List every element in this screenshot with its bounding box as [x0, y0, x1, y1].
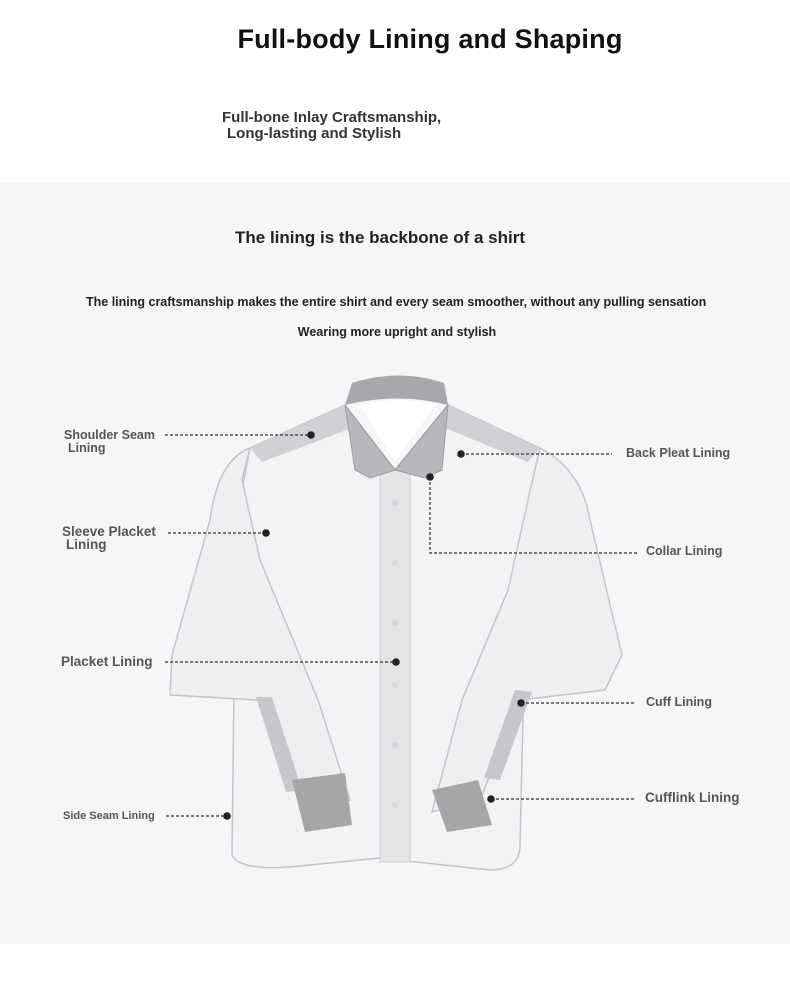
callout-back-pleat-lining: Back Pleat Lining [626, 446, 731, 460]
callout-side-seam-lining: Side Seam Lining [63, 810, 155, 822]
section-description-1: The lining craftsmanship makes the entire shirt and every seam smoother, without any pulling sensation [86, 295, 707, 309]
shirt-button [392, 742, 398, 748]
callout-shoulder-seam-lining [64, 429, 155, 455]
callout-sleeve-line-1: Sleeve Placket [62, 524, 156, 539]
callout-sleeve-placket-lining [62, 525, 156, 551]
callout-placket-lining: Placket Lining [61, 654, 153, 669]
callout-dot-sleeve-placket [262, 529, 270, 537]
callout-dot-placket [392, 658, 400, 666]
shirt-button [392, 802, 398, 808]
callout-cufflink-lining: Cufflink Lining [645, 790, 740, 805]
page-title: Full-body Lining and Shaping [237, 24, 623, 54]
shirt-button [392, 682, 398, 688]
callout-sleeve-line-2: Lining [66, 537, 107, 552]
section-heading: The lining is the backbone of a shirt [235, 228, 525, 247]
subtitle-line-2: Long-lasting and Stylish [227, 125, 402, 142]
callout-dot-shoulder [307, 431, 315, 439]
callout-shoulder-line-2: Lining [68, 441, 106, 455]
callout-shoulder-line-1: Shoulder Seam [64, 428, 155, 442]
shirt-button [392, 620, 398, 626]
shirt-button [392, 560, 398, 566]
shirt-drawing [170, 376, 622, 871]
shirt-button [392, 500, 398, 506]
callout-dot-side-seam [223, 812, 231, 820]
subtitle-line-1: Full-bone Inlay Craftsmanship, [222, 109, 442, 126]
callout-cuff-lining: Cuff Lining [646, 695, 712, 709]
callout-dot-cuff [517, 699, 525, 707]
callout-dot-back-pleat [457, 450, 465, 458]
callout-dot-collar [426, 473, 434, 481]
callout-collar-lining: Collar Lining [646, 544, 723, 558]
section-description-2: Wearing more upright and stylish [297, 325, 497, 339]
callout-dot-cufflink [487, 795, 495, 803]
